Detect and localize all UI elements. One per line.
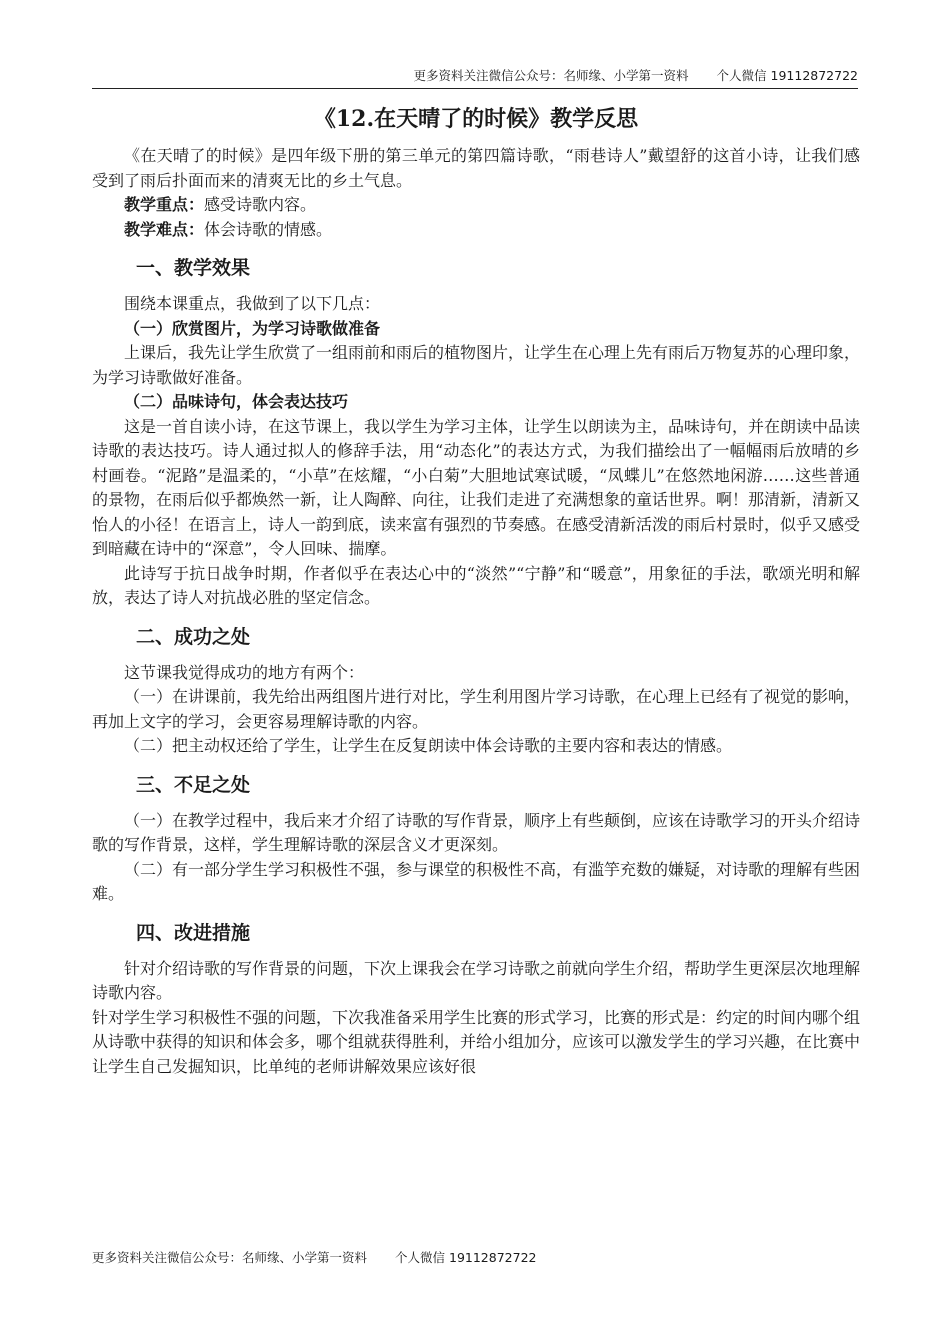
intro-paragraph: 《在天晴了的时候》是四年级下册的第三单元的第四篇诗歌，“雨巷诗人”戴望舒的这首小诗，让我们感受到了雨后扑面而来的清爽无比的乡土气息。 — [92, 146, 860, 190]
header-wechat: 个人微信 19112872722 — [716, 68, 858, 83]
section-heading-improvements: 四、改进措施 — [136, 921, 251, 944]
paragraph: 此诗写于抗日战争时期，作者似乎在表达心中的“淡然”“宁静”和“暖意”，用象征的手法，歌颂光明和解放，表达了诗人对抗战必胜的坚定信念。 — [92, 563, 860, 607]
paragraph: （二）有一部分学生学习积极性不强，参与课堂的积极性不高，有滥竽充数的嫌疑，对诗歌的理解有些困难。 — [92, 859, 861, 903]
teaching-difficulty-label: 教学难点： — [124, 219, 205, 239]
paragraph: （一）在教学过程中，我后来才介绍了诗歌的写作背景，顺序上有些颠倒，应该在诗歌学习的开头介绍诗歌的写作背景，这样，学生理解诗歌的深层含义才更深刻。 — [92, 810, 861, 854]
teaching-focus-text: 感受诗歌内容。 — [204, 195, 317, 214]
page-header — [92, 66, 858, 89]
teaching-difficulty-text: 体会诗歌的情感。 — [204, 219, 333, 239]
paragraph: 上课后，我先让学生欣赏了一组雨前和雨后的植物图片，让学生在心理上先有雨后万物复苏的心理印象，为学习诗歌做好准备。 — [92, 343, 861, 387]
subheading: （一）欣赏图片，为学习诗歌做准备 — [124, 318, 381, 338]
page-title: 《12.在天晴了的时候》教学反思 — [313, 106, 639, 132]
teaching-difficulty — [92, 218, 860, 243]
paragraph: 这是一首自读小诗，在这节课上，我以学生为学习主体，让学生以朗读为主，品味诗句，并在朗读中品读诗歌的表达技巧。诗人通过拟人的修辞手法，用“动态化”的表达方式，为我们描绘出了一幅幅雨后放晴的乡村画卷。“泥路”是温柔的，“小草”在炫耀，“小白菊”大胆地试寒试暖，“凤蝶儿”在悠然地闲游……这些普通的景物，在雨后似乎都焕然一新，让人陶醉、向往，让我们走进了充满想象的童话世界。啊！那清新，清新又怡人的小径！在语言上，诗人一韵到底，读来富有强烈的节奏感。在感受清新活泼的雨后村景时，似乎又感受到暗藏在诗中的“深意”，令人回味、揣摩。 — [92, 416, 861, 558]
teaching-focus — [92, 193, 860, 218]
paragraph: （一）在讲课前，我先给出两组图片进行对比，学生利用图片学习诗歌，在心理上已经有了视觉的影响，再加上文字的学习，会更容易理解诗歌的内容。 — [92, 687, 861, 731]
paragraph: 针对介绍诗歌的写作背景的问题，下次上课我会在学习诗歌之前就向学生介绍，帮助学生更深层次地理解诗歌内容。 — [92, 958, 861, 1002]
footer-text: 更多资料关注微信公众号：名师缘、小学第一资料 — [92, 1250, 368, 1265]
paragraph: （二）把主动权还给了学生，让学生在反复朗读中体会诗歌的主要内容和表达的情感。 — [124, 736, 733, 755]
section-heading-effect: 一、教学效果 — [136, 257, 251, 279]
section-heading-shortcomings: 三、不足之处 — [136, 773, 251, 796]
header-text: 更多资料关注微信公众号：名师缘、小学第一资料 — [413, 68, 689, 83]
document-body — [92, 104, 860, 1079]
section-lead: 这节课我觉得成功的地方有两个： — [124, 662, 365, 682]
page-footer — [92, 1248, 536, 1266]
section-lead: 围绕本课重点，我做到了以下几点： — [124, 294, 381, 313]
teaching-focus-label: 教学重点： — [124, 195, 205, 214]
paragraph: 针对学生学习积极性不强的问题，下次我准备采用学生比赛的形式学习，比赛的形式是：约定的时间内哪个组从诗歌中获得的知识和体会多，哪个组就获得胜利，并给小组加分，应该可以激发学生的学习兴趣，在比赛中让学生自己发掘知识，比单纯的老师讲解效果应该好很 — [92, 1007, 861, 1076]
footer-wechat: 个人微信 19112872722 — [395, 1250, 537, 1265]
section-heading-success: 二、成功之处 — [136, 625, 251, 648]
subheading: （二）品味诗句，体会表达技巧 — [124, 392, 349, 411]
